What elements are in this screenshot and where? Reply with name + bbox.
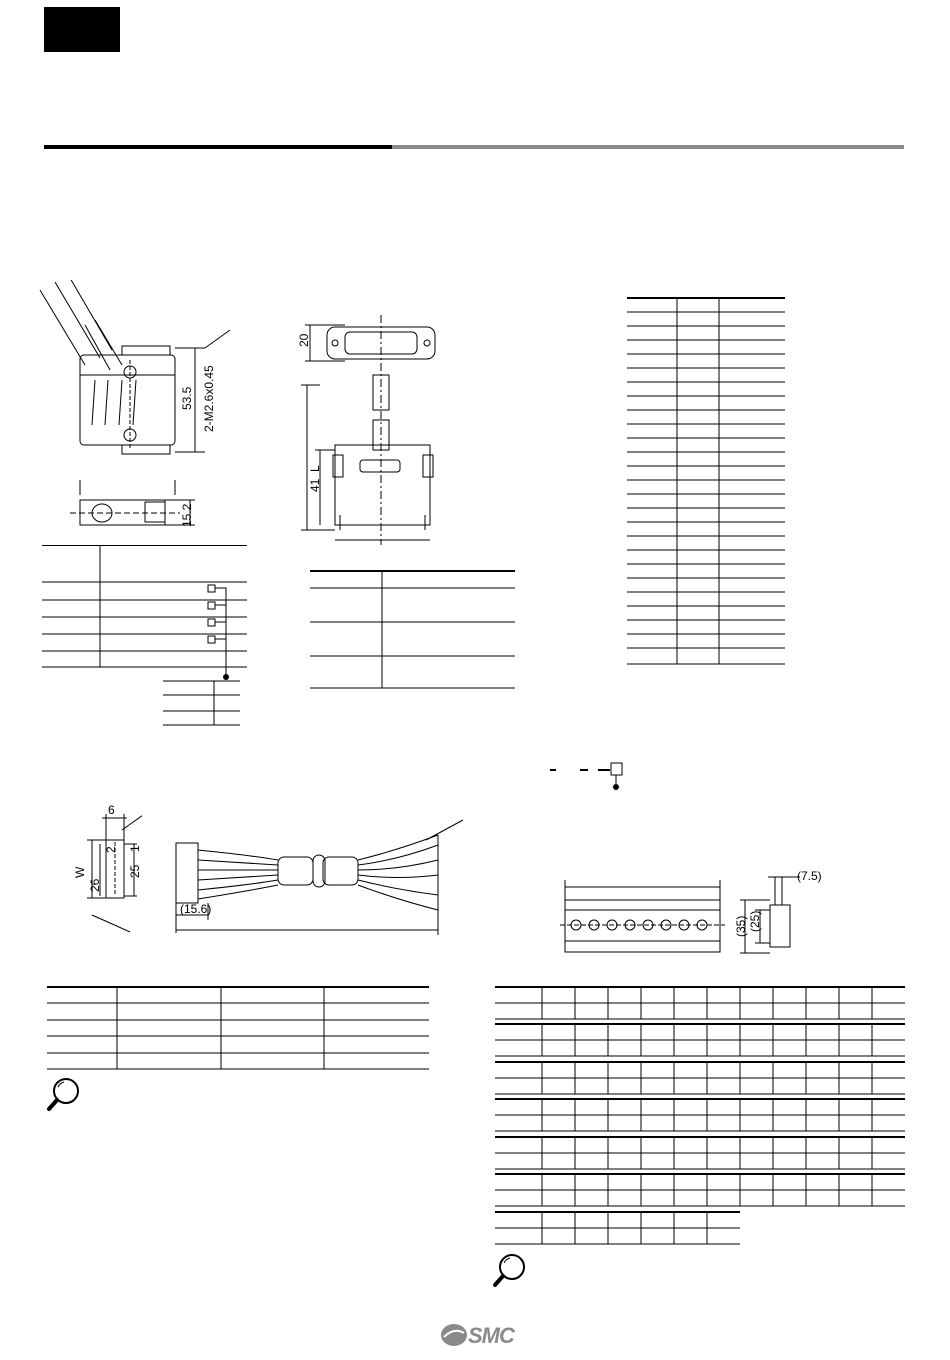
smc-logo-mark-icon <box>440 1322 468 1348</box>
dim-a-screw: 2-M2.6x0.45 <box>202 365 216 432</box>
magnifier-icon <box>44 1077 84 1113</box>
table-a <box>42 545 252 735</box>
dim-c-offset: (15.6) <box>180 902 212 916</box>
table-e <box>495 985 907 1250</box>
smc-logo-text: SMC <box>468 1323 514 1348</box>
magnifier-icon <box>490 1253 530 1289</box>
table-b <box>310 570 520 692</box>
ribbon-cable-drawing <box>168 815 468 940</box>
part-number-diagram <box>540 758 630 794</box>
header-rule-light <box>392 145 904 149</box>
dim-c-top: 6 <box>108 803 115 817</box>
dim-d-h1: (35) <box>734 915 748 937</box>
connector-drawing-a <box>30 280 260 530</box>
table-c <box>627 296 789 668</box>
dim-b-width: 20 <box>297 333 311 347</box>
table-d <box>47 985 432 1073</box>
dim-b-length: L <box>308 465 322 472</box>
dim-c-pin-2: 2 <box>104 846 118 853</box>
header-rule-dark <box>44 145 392 149</box>
dim-c-pin-1: 1 <box>128 845 142 852</box>
dim-c-width: W <box>73 866 87 878</box>
connector-drawing-b <box>295 315 455 550</box>
dim-d-side: (7.5) <box>797 869 822 883</box>
dim-c-pitch: 26 <box>88 878 102 892</box>
dim-c-height: 25 <box>128 864 142 878</box>
dim-d-h2: (25) <box>748 910 762 932</box>
smc-logo <box>440 1322 520 1350</box>
dim-b-height: 41 <box>308 478 322 492</box>
dim-a-height: 53.5 <box>180 386 194 410</box>
section-tab-block <box>44 7 120 52</box>
dim-a-depth: 15.2 <box>180 503 194 527</box>
